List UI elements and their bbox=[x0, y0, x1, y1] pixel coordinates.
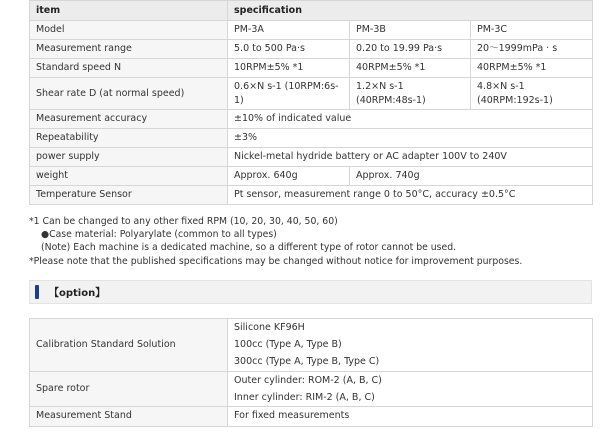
row-label: Measurement Stand bbox=[30, 406, 228, 426]
spec-row-model bbox=[30, 21, 593, 40]
option-section-header bbox=[29, 280, 592, 304]
cell-pm3a: Approx. 640g bbox=[228, 167, 350, 186]
cell-pm3b: 1.2×N s-1 (40RPM:48s-1) bbox=[350, 78, 471, 110]
row-label: Model bbox=[30, 21, 228, 40]
spec-row-weight bbox=[30, 167, 593, 186]
cell-pm3a: 5.0 to 500 Pa·s bbox=[228, 40, 350, 59]
option-row-spare-rotor bbox=[30, 371, 593, 406]
note-disclaimer: *Please note that the published specifications may be changed without notice for improvement purposes. bbox=[29, 255, 523, 267]
spec-row-power bbox=[30, 148, 593, 167]
note-rpm: *1 Can be changed to any other fixed RPM (10, 20, 30, 40, 50, 60) bbox=[29, 216, 338, 227]
row-label: Repeatability bbox=[30, 129, 228, 148]
specification-table bbox=[29, 0, 593, 205]
row-label: power supply bbox=[30, 148, 228, 167]
page-content bbox=[29, 0, 592, 427]
spec-row-repeatability bbox=[30, 129, 593, 148]
cell-pm3c: 40RPM±5% *1 bbox=[471, 59, 593, 78]
cell-pm3b: PM-3B bbox=[350, 21, 471, 40]
cell-value: Nickel-metal hydride battery or AC adapter 100V to 240V bbox=[228, 148, 593, 167]
cell-pm3c: PM-3C bbox=[471, 21, 593, 40]
cell-value: ±3% bbox=[228, 129, 593, 148]
cell-pm3b: 0.20 to 19.99 Pa·s bbox=[350, 40, 471, 59]
accent-bar-icon bbox=[35, 285, 39, 299]
option-table bbox=[29, 318, 593, 427]
value-line: Outer cylinder: ROM-2 (A, B, C) bbox=[234, 374, 382, 386]
row-label: Measurement range bbox=[30, 40, 228, 59]
spec-row-temperature bbox=[30, 186, 593, 205]
spec-row-speed bbox=[30, 59, 593, 78]
row-label: Standard speed N bbox=[30, 59, 228, 78]
cell-value: For fixed measurements bbox=[228, 406, 593, 426]
option-row-stand bbox=[30, 406, 593, 426]
cell-pm3c: 20～1999mPa · s bbox=[471, 40, 593, 59]
spec-row-accuracy bbox=[30, 110, 593, 129]
row-label: Calibration Standard Solution bbox=[30, 318, 228, 371]
value-line: Inner cylinder: RIM-2 (A, B, C) bbox=[234, 391, 375, 403]
option-row-calibration bbox=[30, 318, 593, 371]
cell-pm3a: 10RPM±5% *1 bbox=[228, 59, 350, 78]
note-dedicated-machine: (Note) Each machine is a dedicated machine, so a different type of rotor cannot be used. bbox=[41, 242, 457, 254]
spec-row-shear bbox=[30, 78, 593, 110]
row-label: Measurement accuracy bbox=[30, 110, 228, 129]
cell-pm3a: PM-3A bbox=[228, 21, 350, 40]
option-title: 【option】 bbox=[49, 288, 106, 300]
cell-value bbox=[228, 371, 593, 406]
cell-pm3b: 40RPM±5% *1 bbox=[350, 59, 471, 78]
header-item: item bbox=[30, 1, 228, 21]
cell-pm3bc: Approx. 740g bbox=[350, 167, 593, 186]
cell-value bbox=[228, 318, 593, 371]
spec-row-range bbox=[30, 40, 593, 59]
row-label: Shear rate D (at normal speed) bbox=[30, 78, 228, 110]
header-specification: specification bbox=[228, 1, 593, 21]
spec-notes bbox=[29, 215, 592, 268]
spec-header-row bbox=[30, 1, 593, 21]
cell-pm3c: 4.8×N s-1 (40RPM:192s-1) bbox=[471, 78, 593, 110]
value-line: 300cc (Type A, Type B, Type C) bbox=[234, 356, 380, 368]
cell-pm3a: 0.6×N s-1 (10RPM:6s-1) bbox=[228, 78, 350, 110]
value-line: Silicone KF96H bbox=[234, 322, 305, 334]
row-label: Spare rotor bbox=[30, 371, 228, 406]
row-label: weight bbox=[30, 167, 228, 186]
note-case-material: ●Case material: Polyarylate (common to all types) bbox=[41, 229, 277, 241]
value-line: 100cc (Type A, Type B) bbox=[234, 339, 342, 351]
cell-value: ±10% of indicated value bbox=[228, 110, 593, 129]
cell-value: Pt sensor, measurement range 0 to 50°C, accuracy ±0.5°C bbox=[228, 186, 593, 205]
row-label: Temperature Sensor bbox=[30, 186, 228, 205]
